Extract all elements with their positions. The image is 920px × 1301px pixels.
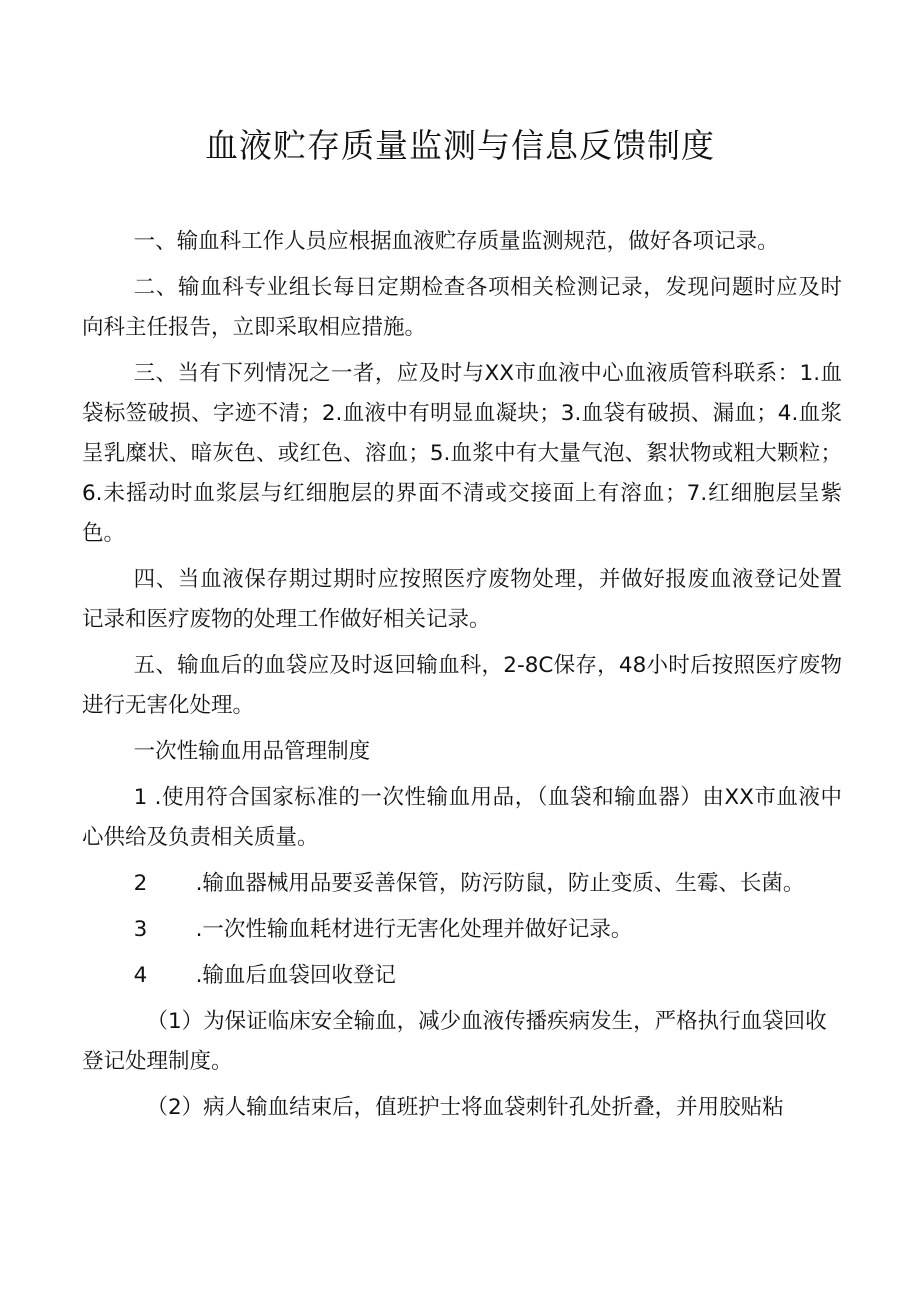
list-item-2-text: .输血器械用品要妥善保管，防污防鼠，防止变质、生霉、长菌。: [195, 871, 805, 896]
paragraph-5: 五、输血后的血袋应及时返回输血科，2-8C保存，48小时后按照医疗废物进行无害化处理。: [82, 653, 842, 718]
list-item-1: 1 .使用符合国家标准的一次性输血用品，（血袋和输血器）由XX市血液中心供给及负责相关质量。: [82, 785, 842, 850]
document-title: 血液贮存质量监测与信息反馈制度: [205, 126, 715, 165]
list-item-3: [82, 910, 842, 950]
list-item-2: [82, 864, 842, 904]
document-body: [82, 222, 842, 1134]
section-heading: 一次性输血用品管理制度: [133, 739, 371, 764]
list-item-4: [82, 956, 842, 996]
list-item-3-number: 3: [133, 917, 148, 942]
paragraph-3: 三、当有下列情况之一者，应及时与XX市血液中心血液质管科联系：1.血袋标签破损、字迹不清；2.血液中有明显血凝块；3.血袋有破损、漏血；4.血浆呈乳糜状、暗灰色、或红色、溶血；5.血浆中有大量气泡、絮状物或粗大颗粒；6.未摇动时血浆层与红细胞层的界面不清或交接面上有溶血；7.红细胞层呈紫色。: [82, 361, 842, 546]
list-item-4-number: 4: [133, 963, 148, 988]
sub-item-2: （2）病人输血结束后，值班护士将血袋刺针孔处折叠，并用胶贴粘: [146, 1095, 784, 1120]
list-item-4-text: .输血后血袋回收登记: [195, 963, 396, 988]
list-item-2-number: 2: [133, 871, 148, 896]
list-item-3-text: .一次性输血耗材进行无害化处理并做好记录。: [195, 917, 633, 942]
paragraph-1: 一、输血科工作人员应根据血液贮存质量监测规范，做好各项记录。: [133, 229, 779, 254]
paragraph-2: 二、输血科专业组长每日定期检查各项相关检测记录，发现问题时应及时向科主任报告，立即采取相应措施。: [82, 275, 842, 340]
sub-item-1: （1）为保证临床安全输血，减少血液传播疾病发生，严格执行血袋回收登记处理制度。: [82, 1009, 827, 1074]
paragraph-4: 四、当血液保存期过期时应按照医疗废物处理，并做好报废血液登记处置记录和医疗废物的处理工作做好相关记录。: [82, 567, 842, 632]
